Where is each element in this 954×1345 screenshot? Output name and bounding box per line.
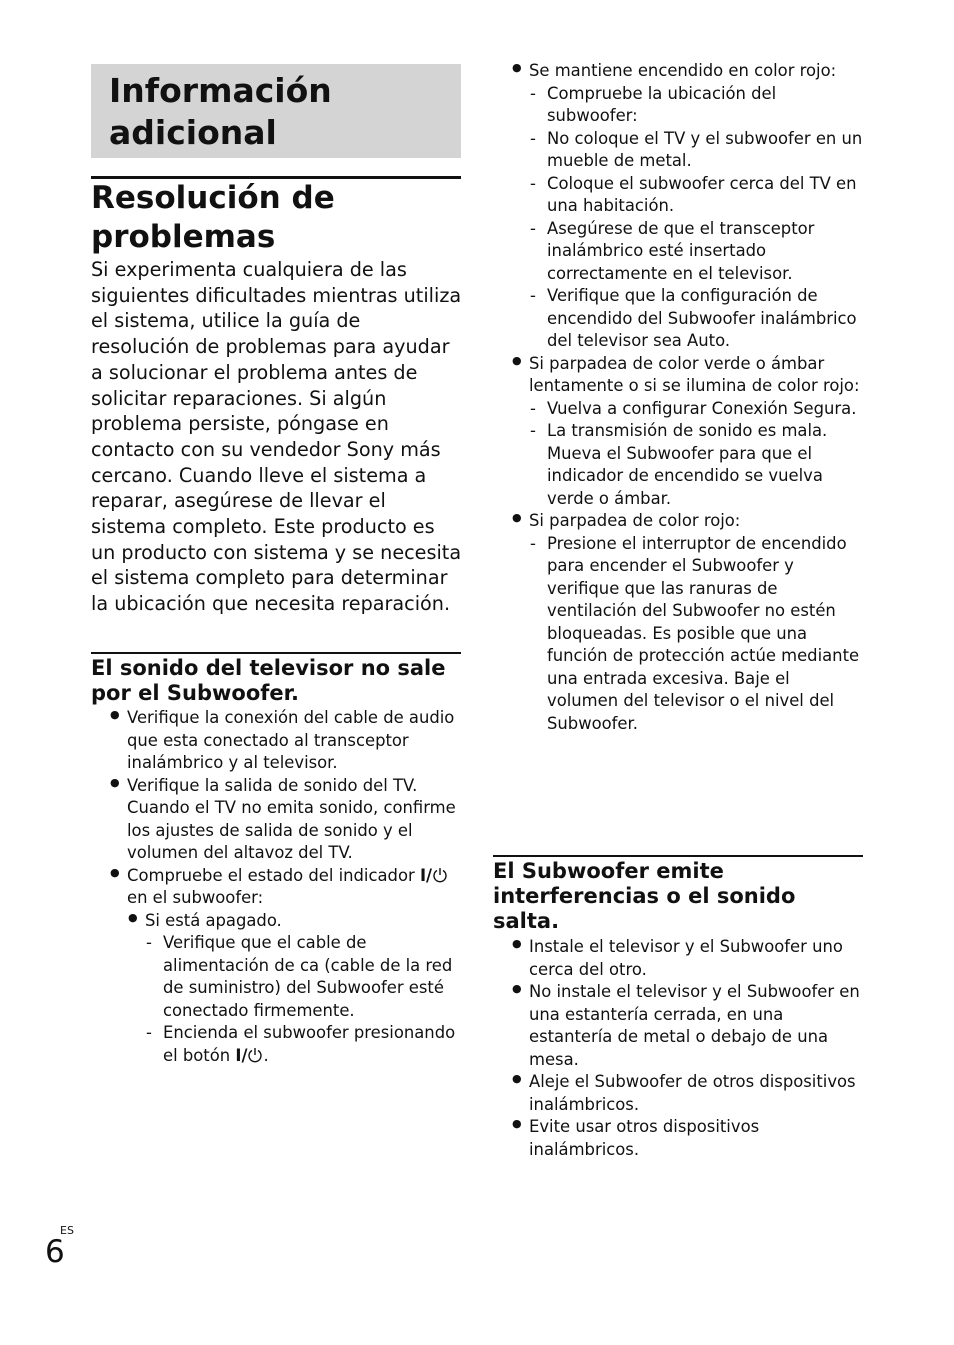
indicator-text: Compruebe el estado del indicador (127, 865, 415, 885)
power-symbol: I/ (235, 1045, 248, 1065)
list-item: ● Verifique la salida de sonido del TV. Cuando el TV no emita sonido, confirme los ajustes de salida de sonido y el volumen del altavoz del TV. (91, 775, 463, 865)
list-item (493, 60, 865, 353)
list-item: - Compruebe la ubicación del subwoofer: (529, 83, 865, 128)
list-item: - No coloque el TV y el subwoofer en un mueble de metal. (529, 128, 865, 173)
power-symbol: I/ (419, 865, 433, 885)
subsection-rule (91, 652, 461, 654)
list-item (91, 865, 463, 1068)
list-item: - Presione el interruptor de encendido para encender el Subwoofer y verifique que las ranuras de ventilación del Subwoofer no estén bloqueadas. Es posible que una función de protección actúe mediante una entrada excesiva. Baje el volumen del televisor o el nivel del Subwoofer. (529, 533, 865, 736)
list-item (493, 510, 865, 735)
state-label: Si parpadea de color rojo: (529, 511, 741, 530)
power-icon (247, 1047, 263, 1063)
list-item (127, 910, 463, 1068)
list-item: ● Verifique la conexión del cable de audio que esta conectado al transceptor inalámbrico y al televisor. (91, 707, 463, 775)
subsection-rule (493, 855, 863, 857)
list-item: - Verifique que la configuración de encendido del Subwoofer inalámbrico del televisor sea Auto. (529, 285, 865, 353)
state-label: Si está apagado. (145, 910, 282, 930)
list-item: ● Aleje el Subwoofer de otros dispositivos inalámbricos. (493, 1071, 865, 1116)
step-text: Encienda el subwoofer presionando el botón (163, 1023, 456, 1065)
intro-paragraph: Si experimenta cualquiera de las siguientes dificultades mientras utiliza el sistema, utilice la guía de resolución de problemas para ayudar a solucionar el problema antes de solicitar reparaciones. Si algún problema persiste, póngase en contacto con su vendedor Sony más cercano. Cuando lleve el sistema a reparar, asegúrese de llevar el sistema completo. Este producto es un producto con sistema y se necesita el sistema completo para determinar la ubicación que necesita reparación. (91, 258, 462, 616)
list-item: - Asegúrese de que el transceptor inalámbrico esté insertado correctamente en el televisor. (529, 218, 865, 286)
power-icon (432, 867, 448, 883)
section-banner: Información adicional (91, 64, 461, 158)
subsection-title-sound: El sonido del televisor no sale por el Subwoofer. (91, 656, 446, 705)
checklist-states (493, 60, 865, 735)
list-item: - Coloque el subwoofer cerca del TV en una habitación. (529, 173, 865, 218)
indicator-text-suffix: en el subwoofer: (127, 888, 264, 907)
checklist-sound (91, 707, 463, 1067)
language-code: ES (60, 1224, 74, 1237)
list-item: - La transmisión de sonido es mala. Mueva el Subwoofer para que el indicador de encendido se vuelva verde o ámbar. (529, 420, 865, 510)
step-text-end: . (263, 1045, 269, 1065)
subsection-title-interference: El Subwoofer emite interferencias o el sonido salta. (493, 859, 796, 933)
list-item (493, 353, 865, 511)
page-number: 6 (45, 1234, 65, 1270)
list-item: ● Evite usar otros dispositivos inalámbricos. (493, 1116, 865, 1161)
state-label: Si parpadea de color verde o ámbar lentamente o si se ilumina de color rojo: (529, 353, 860, 395)
page-title: Resolución de problemas (91, 180, 335, 255)
list-item: ● No instale el televisor y el Subwoofer en una estantería cerrada, en una estantería de metal o debajo de una mesa. (493, 981, 865, 1071)
list-item: ● Instale el televisor y el Subwoofer uno cerca del otro. (493, 936, 865, 981)
checklist-interference (493, 936, 865, 1161)
list-item: - Vuelva a configurar Conexión Segura. (529, 398, 865, 421)
list-item (145, 1022, 463, 1067)
state-label: Se mantiene encendido en color rojo: (529, 61, 837, 80)
list-item: - Verifique que el cable de alimentación de ca (cable de la red de suministro) del Subwoofer esté conectado firmemente. (145, 932, 463, 1022)
